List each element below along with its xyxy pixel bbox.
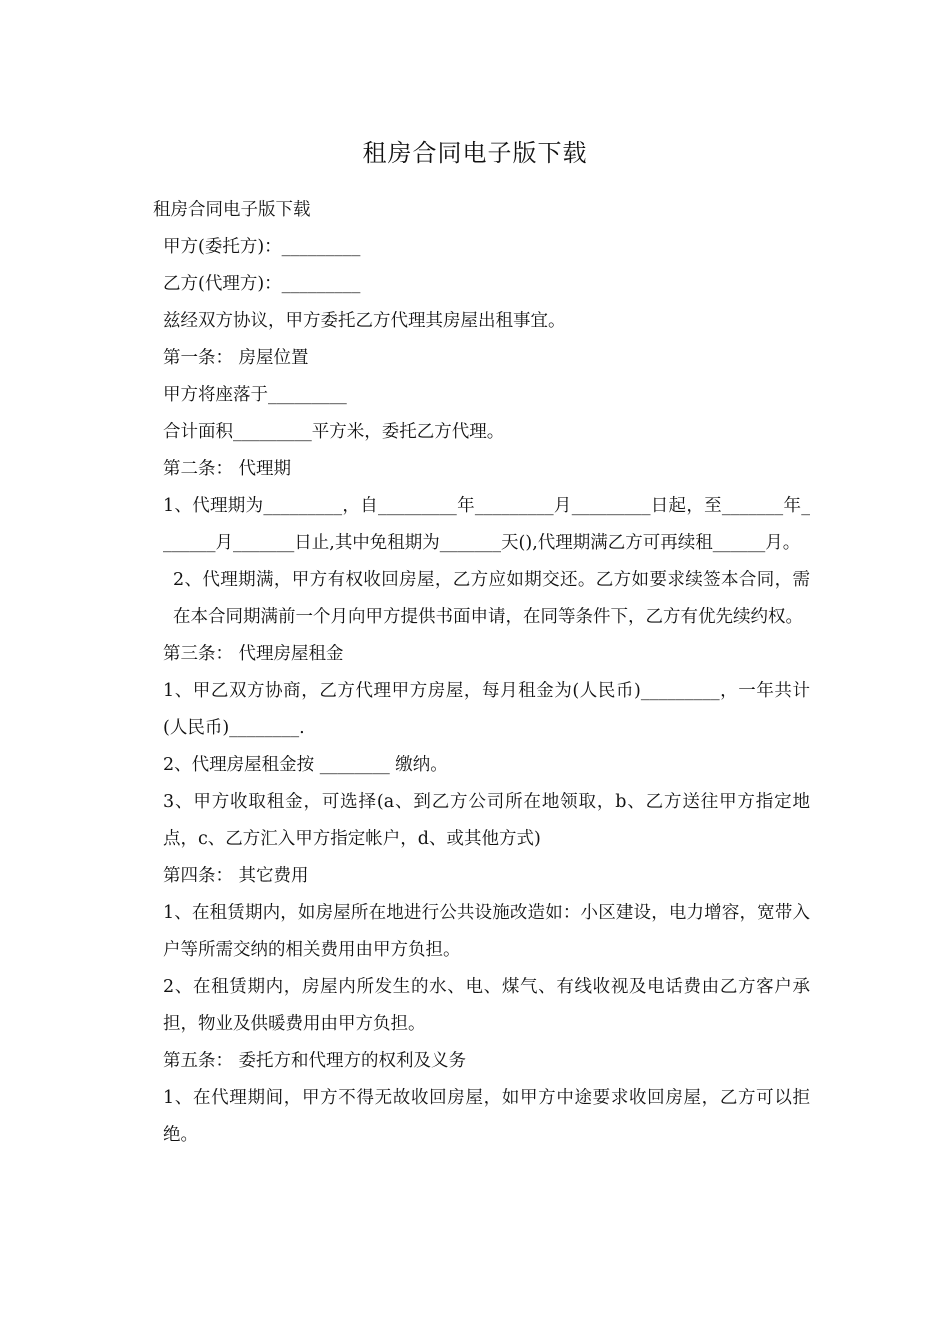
article-5-heading: 第五条： 委托方和代理方的权利及义务 xyxy=(163,1051,467,1071)
article-4-heading: 第四条： 其它费用 xyxy=(163,866,309,886)
agency-period-clause-2: 2、代理期满，甲方有权收回房屋，乙方应如期交还。乙方如要求续签本合同，需在本合同期满前一个月向甲方提供书面申请，在同等条件下，乙方有优先续约权。 xyxy=(173,570,810,627)
other-fees-clause-1: 1、在租赁期内，如房屋所在地进行公共设施改造如：小区建设，电力增容，宽带入户等所需交纳的相关费用由甲方负担。 xyxy=(163,903,810,960)
rent-clause-2: 2、代理房屋租金按 ________ 缴纳。 xyxy=(163,755,448,775)
rights-clause-1: 1、在代理期间，甲方不得无故收回房屋，如甲方中途要求收回房屋，乙方可以拒绝。 xyxy=(163,1088,810,1145)
article-1-heading: 第一条： 房屋位置 xyxy=(163,348,309,368)
article-2-heading: 第二条： 代理期 xyxy=(163,459,292,479)
rent-clause-3: 3、甲方收取租金，可选择(a、到乙方公司所在地领取，b、乙方送往甲方指定地点，c、乙方汇入甲方指定帐户，d、或其他方式) xyxy=(163,792,810,849)
document-body xyxy=(145,192,810,1154)
property-location-line: 甲方将座落于_________ xyxy=(163,385,347,405)
agency-period-clause-1: 1、代理期为_________，自_________年_________月_________日起，至_______年_______月_______日止,其中免租期为_______天(),代理期满乙方可再续租______月。 xyxy=(163,496,810,553)
rent-clause-1: 1、甲乙双方协商，乙方代理甲方房屋，每月租金为(人民币)_________，一年共计(人民币)________. xyxy=(163,681,810,738)
agreement-intro-line: 兹经双方协议，甲方委托乙方代理其房屋出租事宜。 xyxy=(163,311,566,331)
subtitle-line: 租房合同电子版下载 xyxy=(153,200,311,220)
party-a-line: 甲方(委托方)：_________ xyxy=(163,237,361,257)
document-title: 租房合同电子版下载 xyxy=(362,139,588,167)
property-area-line: 合计面积_________平方米，委托乙方代理。 xyxy=(163,422,505,442)
article-3-heading: 第三条： 代理房屋租金 xyxy=(163,644,344,664)
other-fees-clause-2: 2、在租赁期内，房屋内所发生的水、电、煤气、有线收视及电话费由乙方客户承担，物业及供暖费用由甲方负担。 xyxy=(163,977,810,1034)
party-b-line: 乙方(代理方)：_________ xyxy=(163,274,361,294)
